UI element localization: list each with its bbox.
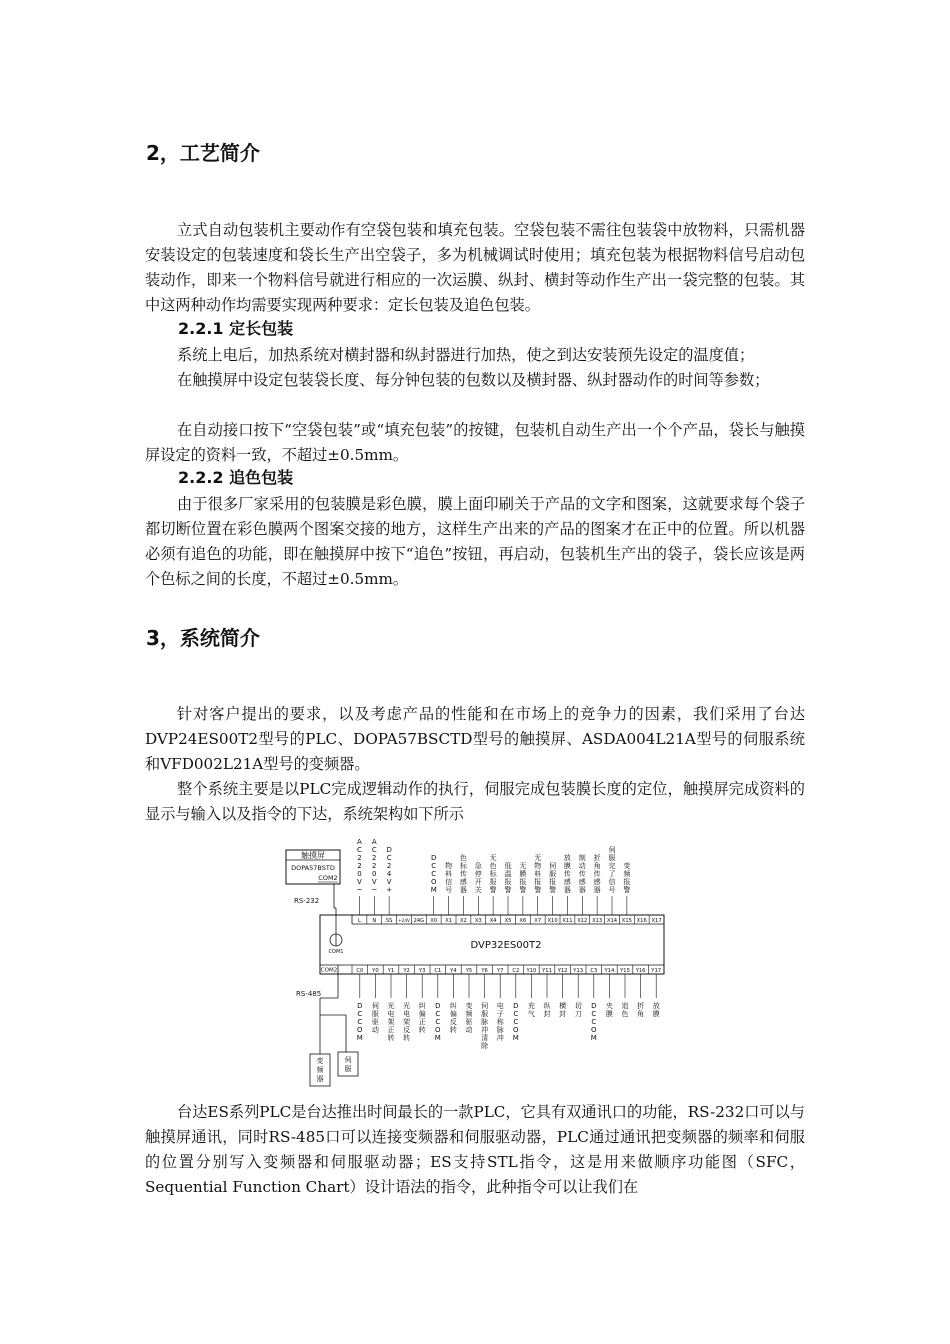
- com1-label: COM1: [328, 949, 344, 955]
- bottom-signal-label-2: 光电架正转: [387, 1002, 395, 1042]
- bottom-signal-label-13: 横封: [559, 1002, 567, 1018]
- top-signal-label-9: 无色标报警: [489, 854, 497, 894]
- top-signal-label-12: 无物料报警: [534, 854, 542, 894]
- top-terminal-18: X15: [621, 918, 632, 924]
- top-terminal-16: X13: [592, 918, 603, 924]
- bottom-terminal-17: Y15: [620, 968, 630, 974]
- top-signal-label-11: 无膜报警: [519, 862, 527, 894]
- subsection-2-2-1-heading: 2.2.1 定长包装: [178, 319, 294, 338]
- bottom-terminal-15: C3: [590, 968, 598, 974]
- bottom-signal-label-15: D C C O M: [590, 1002, 597, 1042]
- color-tracking-p1: 由于很多厂家采用的包装膜是彩色膜，膜上面印刷关于产品的文字和图案，这就要求每个袋子都切断位置在彩色膜两个图案交接的地方，这样生产出来的产品的图案才在正中的位置。所以机器必须有追色的功能，即在触摸屏中按下“追色”按钮，再启动，包装机生产出的袋子，袋长应该是两个色标之间的长度，不超过±0.5mm。: [145, 495, 805, 588]
- hmi-model: DOPA57BSTD: [291, 864, 335, 872]
- bottom-signal-label-12: 纵封: [543, 1002, 551, 1018]
- top-terminal-2: SS: [385, 918, 393, 924]
- top-terminal-7: X2: [459, 918, 467, 924]
- inverter-label: 变频器: [316, 1057, 324, 1083]
- bottom-terminal-strip: [352, 965, 661, 1050]
- top-signal-label-6: 物料信号: [445, 862, 453, 894]
- top-signal-label-10: 低温报警: [504, 862, 512, 894]
- bottom-signal-label-5: D C C O M: [434, 1002, 441, 1042]
- top-signal-label-2: D C 2 4 V +: [386, 846, 393, 894]
- bottom-signal-label-3: 光电架反转: [403, 1002, 411, 1042]
- bottom-signal-label-7: 变频驱动: [465, 1002, 473, 1034]
- bottom-signal-label-11: 充气: [527, 1002, 535, 1018]
- top-signal-label-5: D C C O M: [430, 854, 437, 894]
- bottom-terminal-1: Y0: [372, 968, 379, 974]
- top-terminal-19: X16: [636, 918, 647, 924]
- bottom-signal-label-0: D C C O M: [356, 1002, 363, 1042]
- top-terminal-10: X5: [504, 918, 512, 924]
- bottom-terminal-6: Y4: [450, 968, 457, 974]
- top-terminal-4: 24G: [413, 918, 425, 924]
- top-signal-label-18: 变频报警: [623, 862, 631, 894]
- top-terminal-17: X14: [606, 918, 618, 924]
- top-terminal-12: X7: [534, 918, 542, 924]
- subsection-2-2-2-heading: 2.2.2 追色包装: [178, 468, 294, 487]
- bottom-terminal-12: Y11: [542, 968, 552, 974]
- top-signal-label-16: 折角传感器: [593, 854, 601, 894]
- section-2-heading: 2，工艺简介: [146, 141, 260, 165]
- top-terminal-15: X12: [577, 918, 588, 924]
- bottom-terminal-8: Y6: [481, 968, 488, 974]
- top-terminal-13: X10: [547, 918, 558, 924]
- hmi-title: 触摸屏: [301, 851, 325, 860]
- top-terminal-3: +24V: [398, 918, 410, 923]
- top-terminal-11: X6: [519, 918, 527, 924]
- section-2-intro: 立式自动包装机主要动作有空袋包装和填充包装。空袋包装不需往包装袋中放物料，只需机器安装设定的包装速度和袋长生产出空袋子，多为机械调试时使用；填充包装为根据物料信号启动包装动作，即来一个物料信号就进行相应的一次运膜、纵封、横封等动作生产出一袋完整的包装。其中这两种动作均需要实现两种要求：定长包装及追色包装。: [145, 221, 805, 314]
- rs485-label: RS-485: [296, 990, 322, 998]
- top-signal-label-1: A C 2 2 0 V ~: [371, 838, 378, 894]
- top-signal-label-14: 放膜传感器: [563, 854, 571, 894]
- bottom-signal-label-9: 电子称脉冲: [496, 1002, 504, 1042]
- system-architecture-diagram: [280, 828, 680, 1090]
- top-terminal-0: L: [357, 918, 361, 924]
- system-p2: 整个系统主要是以PLC完成逻辑动作的执行，伺服完成包装膜长度的定位，触摸屏完成资料的显示与输入以及指令的下达，系统架构如下所示: [145, 780, 805, 823]
- system-p1: 针对客户提出的要求，以及考虑产品的性能和在市场上的竞争力的因素，我们采用了台达DVP24ES00T2型号的PLC、DOPA57BSCTD型号的触摸屏、ASDA004L21A型号的伺服系统和VFD002L21A型号的变频器。: [145, 705, 805, 773]
- bottom-terminal-18: Y16: [635, 968, 646, 974]
- bottom-terminal-4: Y3: [418, 968, 426, 974]
- bottom-signal-label-17: 追色: [621, 1002, 629, 1018]
- bottom-terminal-19: Y17: [651, 968, 662, 974]
- bottom-signal-label-19: 放膜: [652, 1002, 660, 1018]
- top-signal-label-13: 伺服报警: [549, 862, 557, 894]
- top-terminal-6: X1: [445, 918, 453, 924]
- bottom-terminal-7: Y5: [465, 968, 473, 974]
- bottom-terminal-10: C2: [512, 968, 520, 974]
- top-terminal-1: N: [372, 918, 377, 924]
- plc-model: DVP32ES00T2: [470, 940, 542, 951]
- es-series-paragraph: 台达ES系列PLC是台达推出时间最长的一款PLC，它具有双通讯口的功能，RS-232口可以与触摸屏通讯，同时RS-485口可以连接变频器和伺服驱动器，PLC通过通讯把变频器的频率和伺服的位置分别写入变频器和伺服驱动器；ES支持STL指令，这是用来做顺序功能图（SFC，Sequential Function Chart）设计语法的指令，此种指令可以让我们在: [145, 1103, 805, 1196]
- rs232-label: RS-232: [294, 897, 320, 905]
- top-signal-label-8: 急停开关: [474, 862, 482, 894]
- top-signal-label-7: 色标传感器: [459, 854, 467, 894]
- top-terminal-5: X0: [430, 918, 438, 924]
- bottom-signal-label-18: 折角: [637, 1002, 645, 1018]
- fixed-length-p1: 系统上电后，加热系统对横封器和纵封器进行加热，使之到达安装预先设定的温度值；: [177, 346, 755, 364]
- top-signal-label-17: 伺服完了信号: [608, 846, 616, 894]
- servo-label: 伺服: [344, 1056, 352, 1073]
- section-3-heading: 3，系统简介: [146, 626, 260, 650]
- top-signal-label-15: 制动传感器: [578, 854, 586, 894]
- com2-label: COM2: [320, 967, 338, 974]
- bottom-terminal-13: Y12: [557, 968, 568, 974]
- bottom-terminal-2: Y1: [387, 968, 395, 974]
- bottom-terminal-0: C0: [356, 968, 364, 974]
- top-terminal-strip: [356, 838, 661, 924]
- bottom-signal-label-6: 纠偏反转: [449, 1002, 457, 1034]
- bottom-terminal-16: Y14: [604, 968, 615, 974]
- fixed-length-p2: 在触摸屏中设定包装袋长度、每分钟包装的包数以及横封器、纵封器动作的时间等参数；: [177, 371, 770, 389]
- bottom-terminal-9: Y7: [496, 968, 504, 974]
- hmi-port: COM2: [318, 874, 338, 882]
- top-terminal-20: X17: [651, 918, 662, 924]
- bottom-terminal-14: Y13: [573, 968, 584, 974]
- bottom-terminal-5: C1: [434, 968, 442, 974]
- bottom-signal-label-16: 夹膜: [605, 1002, 613, 1018]
- fixed-length-p3: 在自动接口按下“空袋包装”或“填充包装”的按键，包装机自动生产出一个个产品，袋长与触摸屏设定的资料一致，不超过±0.5mm。: [145, 421, 805, 464]
- bottom-signal-label-14: 切刀: [574, 1002, 582, 1018]
- top-signal-label-0: A C 2 2 0 V ~: [356, 838, 363, 894]
- bottom-signal-label-8: 伺服脉冲清除: [481, 1002, 489, 1050]
- top-terminal-9: X4: [489, 918, 497, 924]
- top-terminal-8: X3: [474, 918, 482, 924]
- bottom-signal-label-4: 纠偏正转: [418, 1002, 426, 1034]
- bottom-signal-label-1: 伺服驱动: [371, 1002, 379, 1034]
- bottom-terminal-11: Y10: [526, 968, 537, 974]
- bottom-terminal-3: Y2: [403, 968, 410, 974]
- top-terminal-14: X11: [562, 918, 573, 924]
- bottom-signal-label-10: D C C O M: [512, 1002, 519, 1042]
